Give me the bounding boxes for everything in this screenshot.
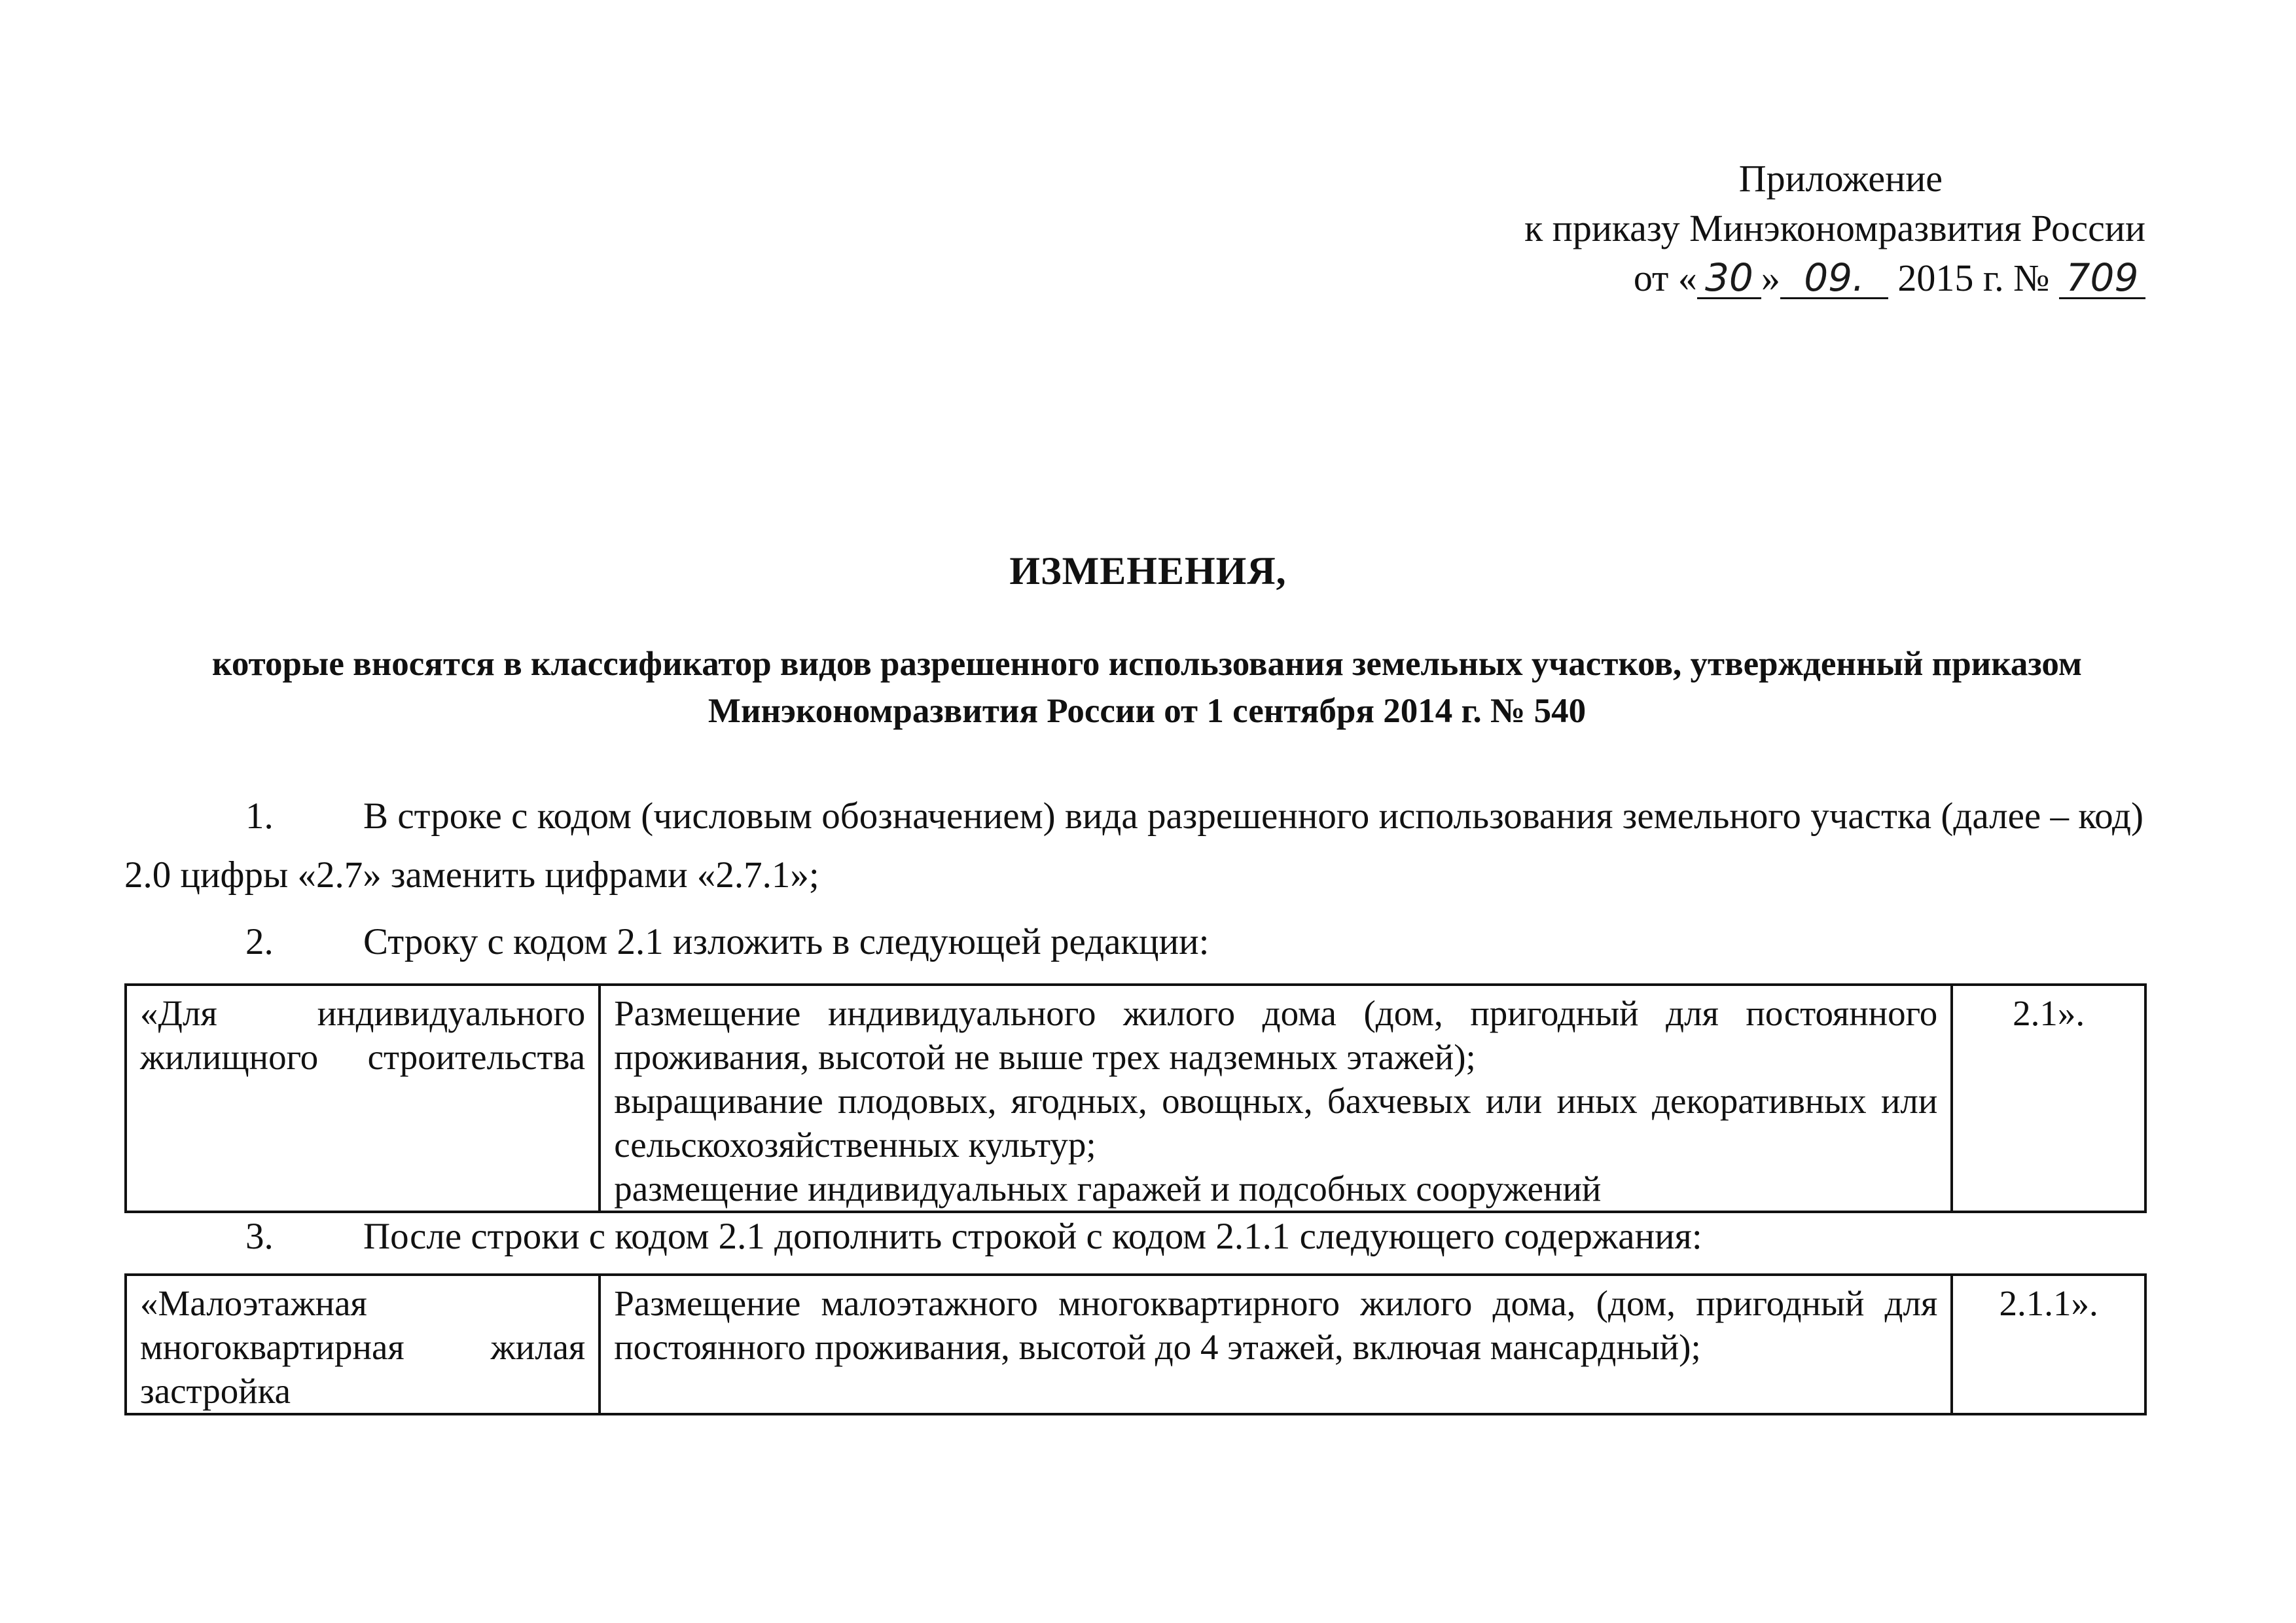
handwritten-day: 30: [1697, 258, 1761, 299]
item-3: [124, 1207, 2144, 1266]
item-text: Строку с кодом 2.1 изложить в следующей редакции:: [363, 921, 1210, 962]
item-1: [124, 787, 2144, 905]
item-text: В строке с кодом (числовым обозначением) вида разрешенного использования земельного участка (далее – код) 2.0 цифры «2.7» заменить цифрами «2.7.1»;: [124, 795, 2144, 896]
annex-header: [1426, 154, 2145, 303]
item-number: 3.: [245, 1216, 274, 1257]
description-line: выращивание плодовых, ягодных, овощных, бахчевых или иных декоративных или сельскохозяйственных культур;: [614, 1081, 1938, 1165]
item-text: После строки с кодом 2.1 дополнить строкой с кодом 2.1.1 следующего содержания:: [363, 1216, 1702, 1257]
land-use-code: 2.1.1».: [1952, 1275, 2145, 1414]
description-line: размещение индивидуальных гаражей и подсобных сооружений: [614, 1169, 1602, 1209]
handwritten-order-number: 709: [2059, 258, 2145, 299]
land-use-code: 2.1».: [1952, 985, 2145, 1212]
classifier-table-2-1-1: [124, 1273, 2147, 1415]
document-title: ИЗМЕНЕНИЯ,: [1009, 549, 1287, 593]
handwritten-month: 09.: [1780, 258, 1888, 299]
date-year: 2015 г. №: [1897, 257, 2050, 299]
item-number: 1.: [245, 795, 274, 837]
land-use-name: «Для индивидуального жилищного строительства: [126, 985, 600, 1212]
annex-title: Приложение: [1738, 157, 1943, 200]
description-line: Размещение индивидуального жилого дома (дом, пригодный для постоянного проживания, высотой не выше трех надземных этажей);: [614, 993, 1938, 1077]
table-row: [126, 985, 2145, 1212]
date-prefix: от «: [1633, 257, 1697, 299]
date-quote-close: »: [1761, 257, 1780, 299]
land-use-name: «Малоэтажная многоквартирная жилая застройка: [126, 1275, 600, 1414]
document-subtitle: которые вносятся в классификатор видов разрешенного использования земельных участков, утвержденный приказом Минэкономразвития России от 1 сентября 2014 г. № 540: [211, 645, 2083, 730]
annex-date-line: [1426, 253, 2145, 303]
item-2: [124, 913, 2144, 972]
table-row: [126, 1275, 2145, 1414]
description-line: Размещение малоэтажного многоквартирного жилого дома, (дом, пригодный для постоянного проживания, высотой до 4 этажей, включая мансардный);: [614, 1283, 1938, 1367]
item-number: 2.: [245, 921, 274, 962]
annex-order-reference: к приказу Минэкономразвития России: [1524, 207, 2145, 249]
land-use-description: [600, 1275, 1952, 1414]
classifier-table-2-1: [124, 983, 2147, 1213]
land-use-description: [600, 985, 1952, 1212]
